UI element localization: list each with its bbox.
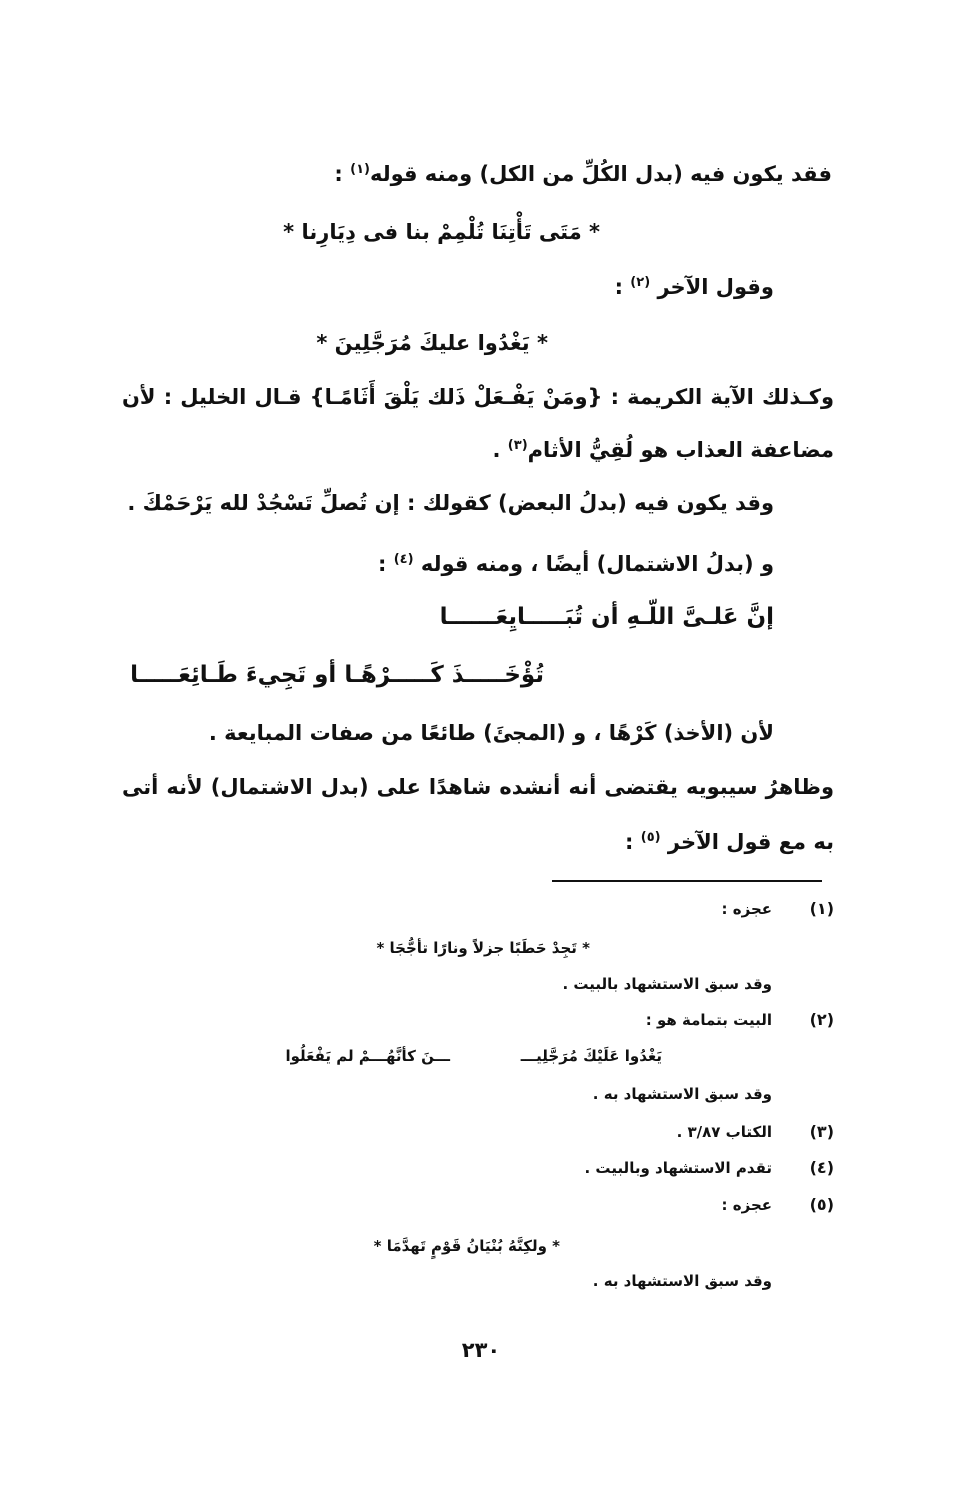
footnote-label: البيت بتمامة هو : bbox=[645, 1011, 772, 1029]
footnote-text: وقد سبق الاستشهاد به . bbox=[592, 1272, 772, 1290]
footnote-number: (٥) bbox=[809, 1195, 834, 1214]
footnote-number: (٤) bbox=[809, 1158, 834, 1177]
footnote-ref: (٥) bbox=[640, 830, 661, 845]
punctuation: : bbox=[614, 275, 631, 299]
footnote-separator bbox=[552, 880, 822, 882]
footnote-label: عجزه : bbox=[721, 1196, 772, 1214]
footnote-number: (٣) bbox=[809, 1122, 834, 1141]
footnote-ref: (٢) bbox=[630, 275, 651, 290]
footnote-number: (٢) bbox=[809, 1010, 834, 1029]
footnote-verse: * تَجِدْ حَطَبًا جزلاً ونارًا تأجُّجَا * bbox=[376, 939, 590, 957]
footnote-ref: (٣) bbox=[507, 438, 528, 453]
body-line bbox=[334, 155, 832, 189]
body-text: فقد يكون فيه (بدل الكُلِّ من الكل) ومنه قوله bbox=[369, 162, 832, 186]
footnote-verse: * ولكِنَّهُ بُنْيَانُ قَوْمٍ تَهدَّمَا * bbox=[373, 1237, 560, 1255]
body-line bbox=[615, 268, 774, 302]
body-line bbox=[378, 545, 774, 579]
punctuation: : bbox=[334, 162, 351, 186]
footnote-text: وقد سبق الاستشهاد بالبيت . bbox=[562, 975, 772, 993]
body-text: به مع قول الآخر bbox=[660, 830, 834, 854]
footnote-ref: (٤) bbox=[393, 552, 414, 567]
footnote-verse-second-half: ـــنَ كأنَّهُـــمْ لم يَفْعَلُوا bbox=[285, 1047, 450, 1065]
verse-line: * يَغْدُوا عليكَ مُرَجَّلِينَ * bbox=[316, 331, 548, 355]
footnote-verse-first-half: يَغْدُوا عَلَيْكَ مُرَجَّلِيـــ bbox=[520, 1047, 662, 1065]
punctuation: : bbox=[377, 552, 394, 576]
footnote-ref: (١) bbox=[350, 162, 370, 177]
verse-line: تُؤْخَـــــذَ كَـــــرْهًـا أو تَجِيءَ طَـائِعَـــــا bbox=[130, 662, 544, 688]
body-line: وقد يكون فيه (بدلُ البعض) كقولك : إن تُصلِّ تَسْجُدْ لله يَرْحَمْكَ . bbox=[127, 491, 774, 515]
body-line: لأن (الأخذ) كَرْهًا ، و (المجئَ) طائعًا من صفات المبايعة . bbox=[208, 721, 774, 745]
body-text: وقول الآخر bbox=[650, 275, 774, 299]
footnote-text: وقد سبق الاستشهاد به . bbox=[592, 1085, 772, 1103]
body-line bbox=[493, 431, 835, 465]
page-number: ٢٣٠ bbox=[461, 1338, 501, 1362]
verse-line: * مَتَى تَأْتِنَا تُلْمِمْ بنا فى دِيَارِنا * bbox=[283, 220, 600, 244]
body-text: مضاعفة العذاب هو لُقِيُّ الأثام bbox=[527, 438, 834, 462]
body-line: وكـذلك الآية الكريمة : {ومَنْ يَفْـعَلْ ذَلك يَلْقَ أَثَامًـا} قـال الخليل : لأن bbox=[122, 385, 834, 409]
body-line bbox=[625, 823, 834, 857]
footnote-label: عجزه : bbox=[721, 900, 772, 918]
footnote-number: (١) bbox=[809, 899, 834, 918]
footnote-text: الكتاب ٣/٨٧ . bbox=[676, 1123, 772, 1141]
verse-line: إنَّ عَلـىَّ اللّـهِ أن تُبَـــــايِعَــــــا bbox=[439, 604, 774, 630]
body-text: و (بدلُ الاشتمال) أيضًا ، ومنه قوله bbox=[413, 552, 774, 576]
footnote-text: تقدم الاستشهاد وبالبيت . bbox=[584, 1159, 772, 1177]
punctuation: : bbox=[625, 830, 641, 854]
punctuation: . bbox=[492, 438, 508, 462]
body-line: وظاهرُ سيبويه يقتضى أنه أنشده شاهدًا على (بدل الاشتمال) لأنه أتى bbox=[122, 775, 834, 799]
